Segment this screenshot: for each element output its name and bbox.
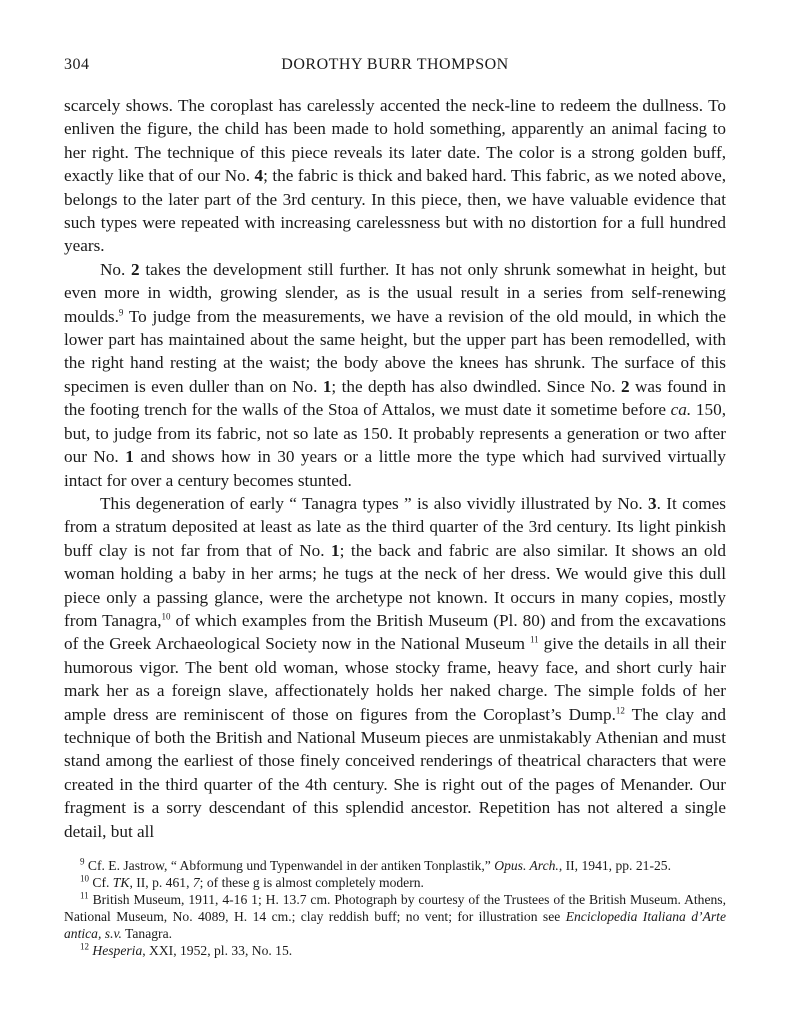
page-number: 304 (64, 56, 90, 73)
page (64, 56, 726, 959)
item-number: 1 (322, 376, 332, 396)
footnote-number: 11 (80, 890, 89, 901)
text-run: ; of these g is almost completely modern. (199, 875, 424, 890)
text-run: ; the fabric is thick and baked hard. This fabric, as we noted above, belongs to the later part of the 3rd century. In this piece, then, we have valuable evidence that such types were repeated with increasing carelessness but with no distortion for a full hundred years. (64, 166, 726, 256)
text-run: Cf. (89, 875, 113, 890)
item-number: 2 (131, 259, 140, 279)
footnote-ref[interactable]: 9 (118, 306, 124, 317)
item-number: 1 (331, 540, 340, 560)
footnote-number: 12 (80, 941, 89, 952)
footnote-ref[interactable]: 12 (615, 704, 625, 715)
body-text (64, 94, 726, 843)
footnote-ref[interactable]: 11 (529, 634, 539, 645)
item-number: 2 (620, 376, 630, 396)
item-number: 1 (125, 447, 134, 467)
footnotes (64, 857, 726, 959)
text-run: To judge from the measurements, we have a revision of the old mould, in which the lower part has maintained about the same height, but the upper part has been remodelled, with the right hand resting at the waist; the body above the knees has shrunk. The surface of this specimen is even duller than on No. (64, 306, 726, 396)
text-run: , XXI, 1952, pl. 33, No. 15. (142, 943, 293, 958)
footnote-12 (64, 942, 726, 959)
text-run: Tanagra. (121, 926, 173, 941)
running-head (64, 56, 726, 84)
text-run: No. (100, 259, 132, 279)
italic-text: Opus. Arch. (494, 858, 559, 873)
italic-text: Hesperia (92, 943, 143, 958)
item-number: 4 (254, 166, 264, 186)
text-run: give the details in all their humorous vigor. The bent old woman, whose stocky frame, heavy face, and short curly hair mark her as a foreign slave, affectionately holds her naked charge. The simple folds of her ample dress are reminiscent of those on figures from the Coroplast’s Dump. (64, 634, 726, 724)
italic-text: Enciclopedia Italiana d’Arte antica, s.v. (64, 909, 726, 941)
text-run: Cf. E. Jastrow, “ Abformung und Typenwandel in der antiken Tonplastik,” (84, 858, 495, 873)
paragraph-1 (64, 94, 726, 258)
italic-text: ca. (670, 400, 692, 420)
footnote-11 (64, 891, 726, 942)
paragraph-2 (64, 258, 726, 492)
text-run: , II, p. 461, (129, 875, 193, 890)
footnote-9 (64, 857, 726, 874)
text-run: . It comes from a stratum deposited at least as late as the third quarter of the 3rd century. Its light pinkish buff clay is not far from that of No. (64, 493, 726, 560)
text-run: and shows how in 30 years or a little more the type which had survived virtually intact for over a century becomes stunted. (64, 447, 726, 490)
footnote-10 (64, 874, 726, 891)
text-run: takes the development still further. It has not only shrunk somewhat in height, but even more in width, growing slender, as is the usual result in a series from self-renewing moulds. (64, 259, 726, 326)
italic-text: 7 (192, 875, 200, 890)
running-title: DOROTHY BURR THOMPSON (281, 56, 509, 73)
footnote-number: 9 (80, 856, 85, 867)
footnote-number: 10 (80, 873, 89, 884)
text-run: , II, 1941, pp. 21-25. (558, 858, 671, 873)
text-run: The clay and technique of both the British and National Museum pieces are unmistakably Athenian and must stand among the earliest of those finely conceived renderings of theatrical characters that were created in the third quarter of the 4th century. She is right out of the pages of Menander. Our fragment is a sorry descendant of this splendid ancestor. Repetition has not altered a single detail, but all (64, 704, 726, 841)
item-number: 3 (648, 493, 657, 513)
italic-text: TK (112, 875, 130, 890)
text-run: ; the back and fabric are also similar. It shows an old woman holding a baby in her arms; he tugs at the neck of her dress. We would give this dull piece only a passing glance, were the archetype not known. It occurs in many copies, mostly from Tanagra, (64, 540, 726, 630)
text-run: This degeneration of early “ Tanagra types ” is also vividly illustrated by No. (100, 493, 649, 513)
text-run: was found in the footing trench for the walls of the Stoa of Attalos, we must date it sometime before (64, 376, 726, 420)
paragraph-3 (64, 492, 726, 843)
text-run: of which examples from the British Museum (Pl. 80) and from the excavations of the Greek Archaeological Society now in the National Museum (64, 610, 726, 654)
footnote-ref[interactable]: 10 (161, 611, 171, 622)
text-run: scarcely shows. The coroplast has carelessly accented the neck-line to redeem the dullness. To enliven the figure, the child has been made to hold something, apparently an animal facing to her right. The technique of this piece reveals its later date. The color is a strong golden buff, exactly like that of our No. (64, 96, 726, 186)
text-run: British Museum, 1911, 4-16 1; H. 13.7 cm. Photograph by courtesy of the Trustees of the British Museum. Athens, National Museum, No. 4089, H. 14 cm.; clay reddish buff; no vent; for illustration see (64, 892, 726, 924)
text-run: 150, but, to judge from its fabric, not so late as 150. It probably represents a generation or two after our No. (64, 400, 726, 467)
text-run: ; the depth has also dwindled. Since No. (331, 376, 621, 396)
